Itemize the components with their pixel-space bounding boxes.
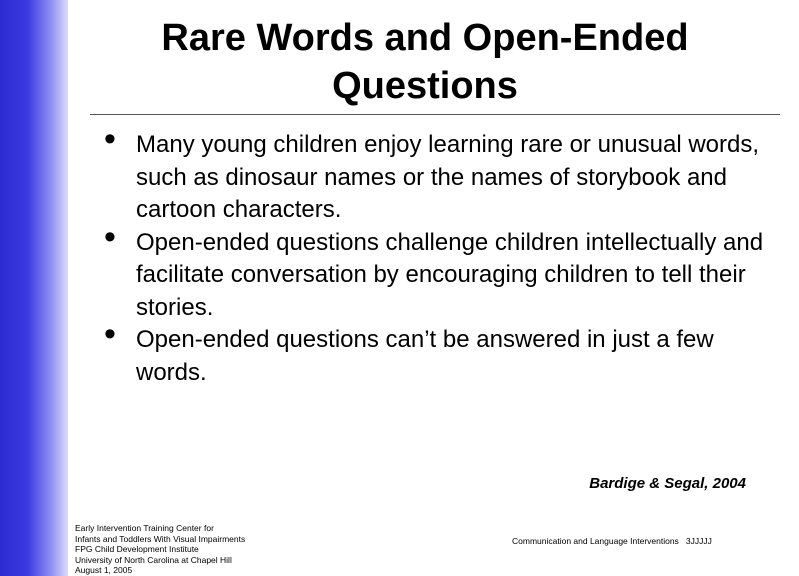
bullet-dot-icon: •: [104, 315, 116, 353]
title-divider: [90, 114, 780, 115]
footer-line: FPG Child Development Institute: [75, 544, 199, 554]
bullet-item: [104, 315, 764, 389]
slide-title: [100, 14, 750, 110]
slide-title-line-2: Questions: [332, 65, 518, 107]
footer-line: University of North Carolina at Chapel Hill: [75, 554, 232, 565]
footer-line: Early Intervention Training Center for: [75, 523, 214, 533]
footer-organization: [75, 523, 245, 576]
bullet-list: [104, 120, 764, 389]
bullet-text: Open-ended questions can’t be answered in just a few words.: [136, 326, 714, 386]
footer-line: Infants and Toddlers With Visual Impairments: [75, 533, 246, 544]
slide-title-line-1: Rare Words and Open-Ended: [161, 17, 689, 59]
decorative-side-bar: [0, 0, 68, 576]
bullet-text: Many young children enjoy learning rare or unusual words, such as dinosaur names or the names of storybook and cartoon characters.: [136, 131, 760, 223]
bullet-item: [104, 120, 764, 227]
bullet-item: [104, 217, 764, 325]
bullet-dot-icon: •: [104, 217, 116, 256]
footer-course-label: Communication and Language Interventions 3JJJJJ: [512, 536, 712, 546]
bullet-text: Open-ended questions challenge children intellectually and facilitate conversation by encouraging children to tell their stories.: [136, 228, 764, 321]
footer-line: August 1, 2005: [75, 565, 133, 575]
citation: Bardige & Segal, 2004: [589, 475, 746, 492]
bullet-dot-icon: •: [104, 120, 116, 158]
